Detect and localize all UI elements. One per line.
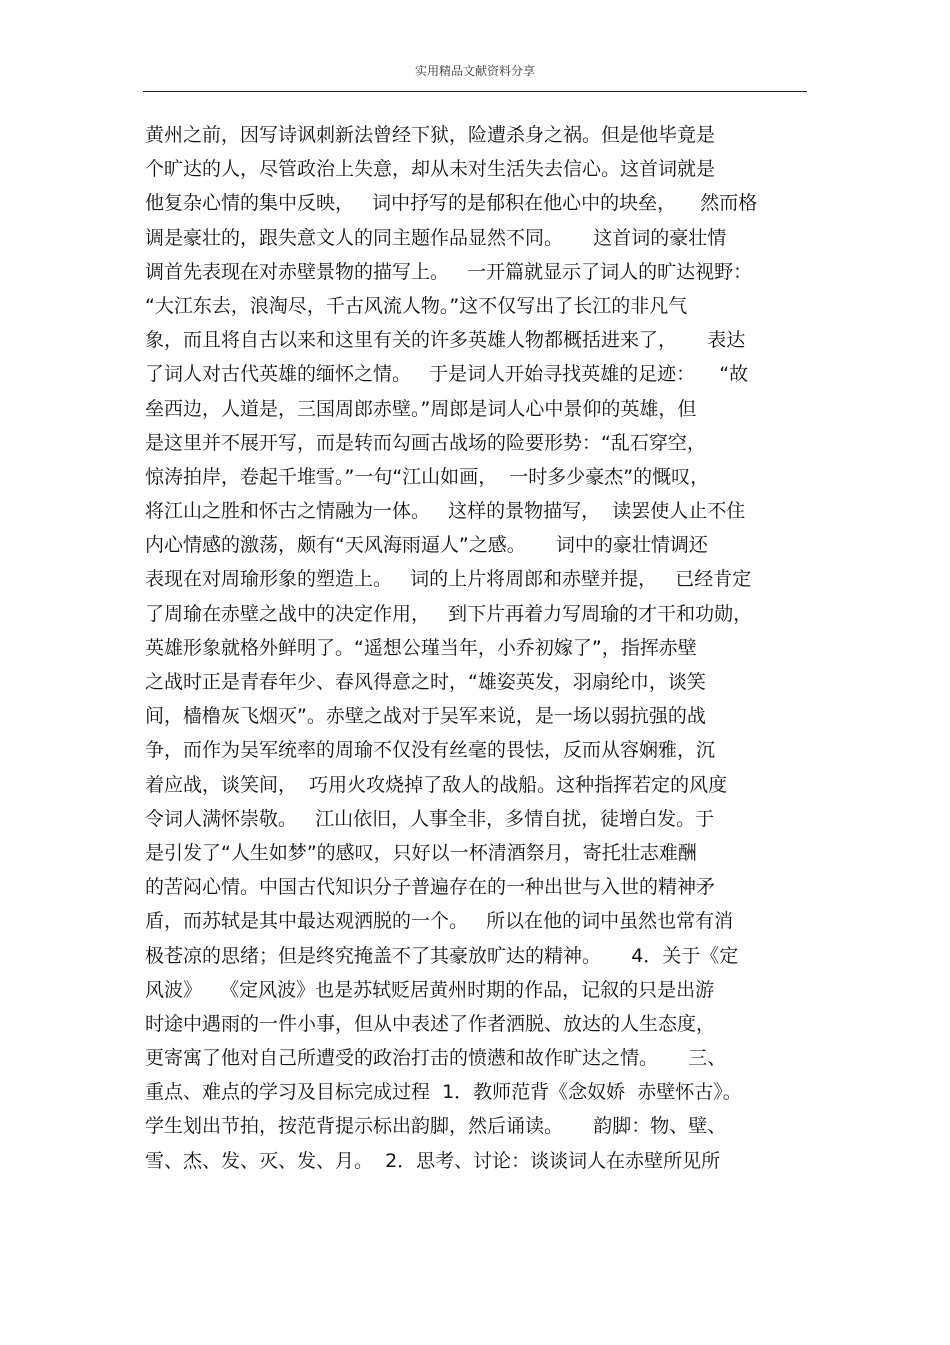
text-line: 是引发了“人生如梦”的感叹，只好以一杯清酒祭月，寄托壮志难酬	[145, 841, 697, 864]
text-line: 重点、难点的学习及目标完成过程 1．教师范背《念奴娇 赤壁怀古》。	[145, 1081, 742, 1104]
text-line: 了周瑜在赤壁之战中的决定作用， 到下片再着力写周瑜的才干和功勋，	[145, 602, 753, 625]
text-line: 学生划出节拍，按范背提示标出韵脚，然后诵读。 韵脚：物、壁、	[145, 1115, 727, 1138]
text-line: 争，而作为吴军统率的周瑜不仅没有丝毫的畏怯，反而从容娴雅，沉	[145, 739, 716, 762]
text-line: 内心情感的激荡，颇有“天风海雨逼人”之感。 词中的豪壮情调还	[145, 534, 708, 557]
text-line: 调是豪壮的，跟失意文人的同主题作品显然不同。 这首词的豪壮情	[145, 226, 727, 249]
text-line: 英雄形象就格外鲜明了。“遥想公瑾当年，小乔初嫁了”，指挥赤壁	[145, 636, 697, 659]
text-line: 惊涛拍岸，卷起千堆雪。”一句“江山如画， 一时多少豪杰”的慨叹，	[145, 465, 710, 488]
text-line: 盾，而苏轼是其中最达观洒脱的一个。 所以在他的词中虽然也常有消	[145, 910, 734, 933]
text-line: 时途中遇雨的一件小事，但从中表述了作者洒脱、放达的人生态度，	[145, 1012, 716, 1035]
page-header-title: 实用精品文献资料分享	[414, 64, 535, 78]
text-line: 更寄寓了他对自己所遭受的政治打击的愤懑和故作旷达之情。 三、	[145, 1047, 727, 1070]
text-line: 极苍凉的思绪；但是终究掩盖不了其豪放旷达的精神。 4．关于《定	[145, 944, 739, 967]
text-line: 表现在对周瑜形象的塑造上。 词的上片将周郎和赤壁并提， 已经肯定	[145, 568, 752, 591]
document-body	[145, 118, 810, 1178]
text-line: 着应战，谈笑间， 巧用火攻烧掉了敌人的战船。这种指挥若定的风度	[145, 773, 728, 796]
text-line: 象，而且将自古以来和这里有关的许多英雄人物都概括进来了， 表达	[145, 329, 746, 352]
text-line: 他复杂心情的集中反映， 词中抒写的是郁积在他心中的块垒， 然而格	[145, 192, 758, 215]
text-line: 了词人对古代英雄的缅怀之情。 于是词人开始寻找英雄的足迹： “故	[145, 363, 749, 386]
page-header	[143, 62, 807, 92]
text-line: 调首先表现在对赤壁景物的描写上。 一开篇就显示了词人的旷达视野：	[145, 260, 753, 283]
text-line: 雪、杰、发、灭、发、月。 2．思考、讨论：谈谈词人在赤壁所见所	[145, 1149, 721, 1172]
text-line: 垒西边，人道是，三国周郎赤壁。”周郎是词人心中景仰的英雄，但	[145, 397, 697, 420]
text-line: 间，樯橹灰飞烟灭”。赤壁之战对于吴军来说，是一场以弱抗强的战	[145, 705, 706, 728]
text-line: 的苦闷心情。中国古代知识分子普遍存在的一种出世与入世的精神矛	[145, 876, 716, 899]
text-line: 个旷达的人，尽管政治上失意，却从未对生活失去信心。这首词就是	[145, 158, 716, 181]
text-line: 黄州之前，因写诗讽刺新法曾经下狱，险遭杀身之祸。但是他毕竟是	[145, 124, 716, 146]
text-line: 风波》 《定风波》也是苏轼贬居黄州时期的作品，记叙的只是出游	[145, 978, 715, 1001]
text-line: 是这里并不展开写，而是转而勾画古战场的险要形势：“乱石穿空，	[145, 431, 706, 454]
text-line: 之战时正是青春年少、春风得意之时，“雄姿英发，羽扇纶巾，谈笑	[145, 671, 706, 693]
text-line: 将江山之胜和怀古之情融为一体。 这样的景物描写， 读罢使人止不住	[145, 500, 746, 523]
text-line: “大江东去，浪淘尽，千古风流人物。”这不仅写出了长江的非凡气	[145, 294, 688, 317]
text-line: 令词人满怀崇敬。 江山依旧，人事全非，多情自扰，徒增白发。于	[145, 807, 715, 830]
